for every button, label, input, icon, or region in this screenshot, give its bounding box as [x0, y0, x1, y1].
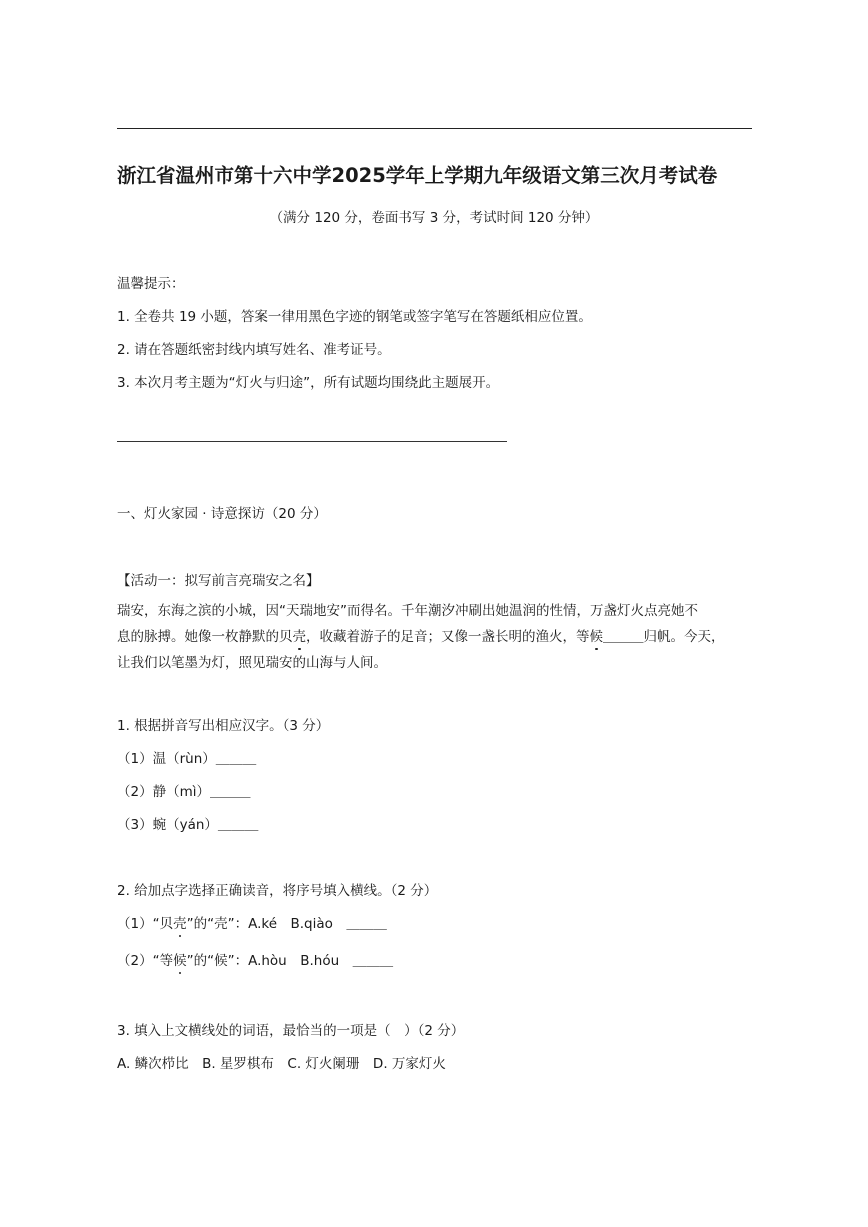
q2-text: ”的“壳”：A.ké B.qiào ＿＿＿ — [186, 916, 387, 932]
passage-text: ＿＿＿归帆。今天， — [603, 629, 725, 645]
notice-heading: 温馨提示： — [117, 276, 185, 292]
notice-item-1: 1. 全卷共 19 小题，答案一律用黑色字迹的钢笔或签字笔写在答题纸相应位置。 — [117, 309, 592, 325]
q1-item-2: （2）静（mì）＿＿＿ — [117, 784, 251, 800]
q2-stem: 2. 给加点字选择正确读音，将序号填入横线。（2 分） — [117, 883, 438, 899]
exam-subtitle: （满分 120 分，卷面书写 3 分，考试时间 120 分钟） — [269, 210, 599, 226]
exam-title: 浙江省温州市第十六中学2025学年上学期九年级语文第三次月考试卷 — [117, 164, 718, 187]
passage-line-3: 让我们以笔墨为灯，照见瑞安的山海与人间。 — [117, 655, 387, 671]
q1-stem: 1. 根据拼音写出相应汉字。（3 分） — [117, 718, 330, 734]
passage-text: ，收藏着游子的足音；又像一盏长明的渔火，等 — [306, 629, 590, 645]
q2-item-2 — [117, 949, 393, 969]
dotted-char: 候 — [590, 625, 604, 645]
section-heading: 一、灯火家园 · 诗意探访（20 分） — [117, 506, 327, 522]
dotted-char: 候 — [173, 949, 187, 969]
q2-text: （1）“贝 — [117, 916, 174, 932]
q2-text: ”的“候”：A.hòu B.hóu ＿＿＿ — [186, 953, 394, 969]
dotted-char: 壳 — [173, 912, 187, 932]
dotted-char: 壳 — [293, 625, 307, 645]
notice-item-2: 2. 请在答题纸密封线内填写姓名、准考证号。 — [117, 342, 391, 358]
q3-stem: 3. 填入上文横线处的词语，最恰当的一项是（ ）（2 分） — [117, 1023, 465, 1039]
notice-divider — [117, 441, 507, 442]
q2-text: （2）“等 — [117, 953, 174, 969]
notice-item-3: 3. 本次月考主题为“灯火与归途”，所有试题均围绕此主题展开。 — [117, 375, 500, 391]
q3-options: A. 鳞次栉比 B. 星罗棋布 C. 灯火阑珊 D. 万家灯火 — [117, 1056, 446, 1072]
passage-line-1: 瑞安，东海之滨的小城，因“天瑞地安”而得名。千年潮汐冲刷出她温润的性情，万盏灯火点亮她不 — [117, 603, 698, 619]
q1-item-3: （3）蜿（yán）＿＿＿ — [117, 817, 259, 833]
passage-line-2 — [117, 625, 757, 645]
activity-heading: 【活动一：拟写前言亮瑞安之名】 — [117, 573, 320, 589]
passage-text: 息的脉搏。她像一枚静默的贝 — [117, 629, 293, 645]
header-rule — [117, 128, 752, 129]
q1-item-1: （1）温（rùn）＿＿＿ — [117, 751, 257, 767]
q2-item-1 — [117, 912, 387, 932]
